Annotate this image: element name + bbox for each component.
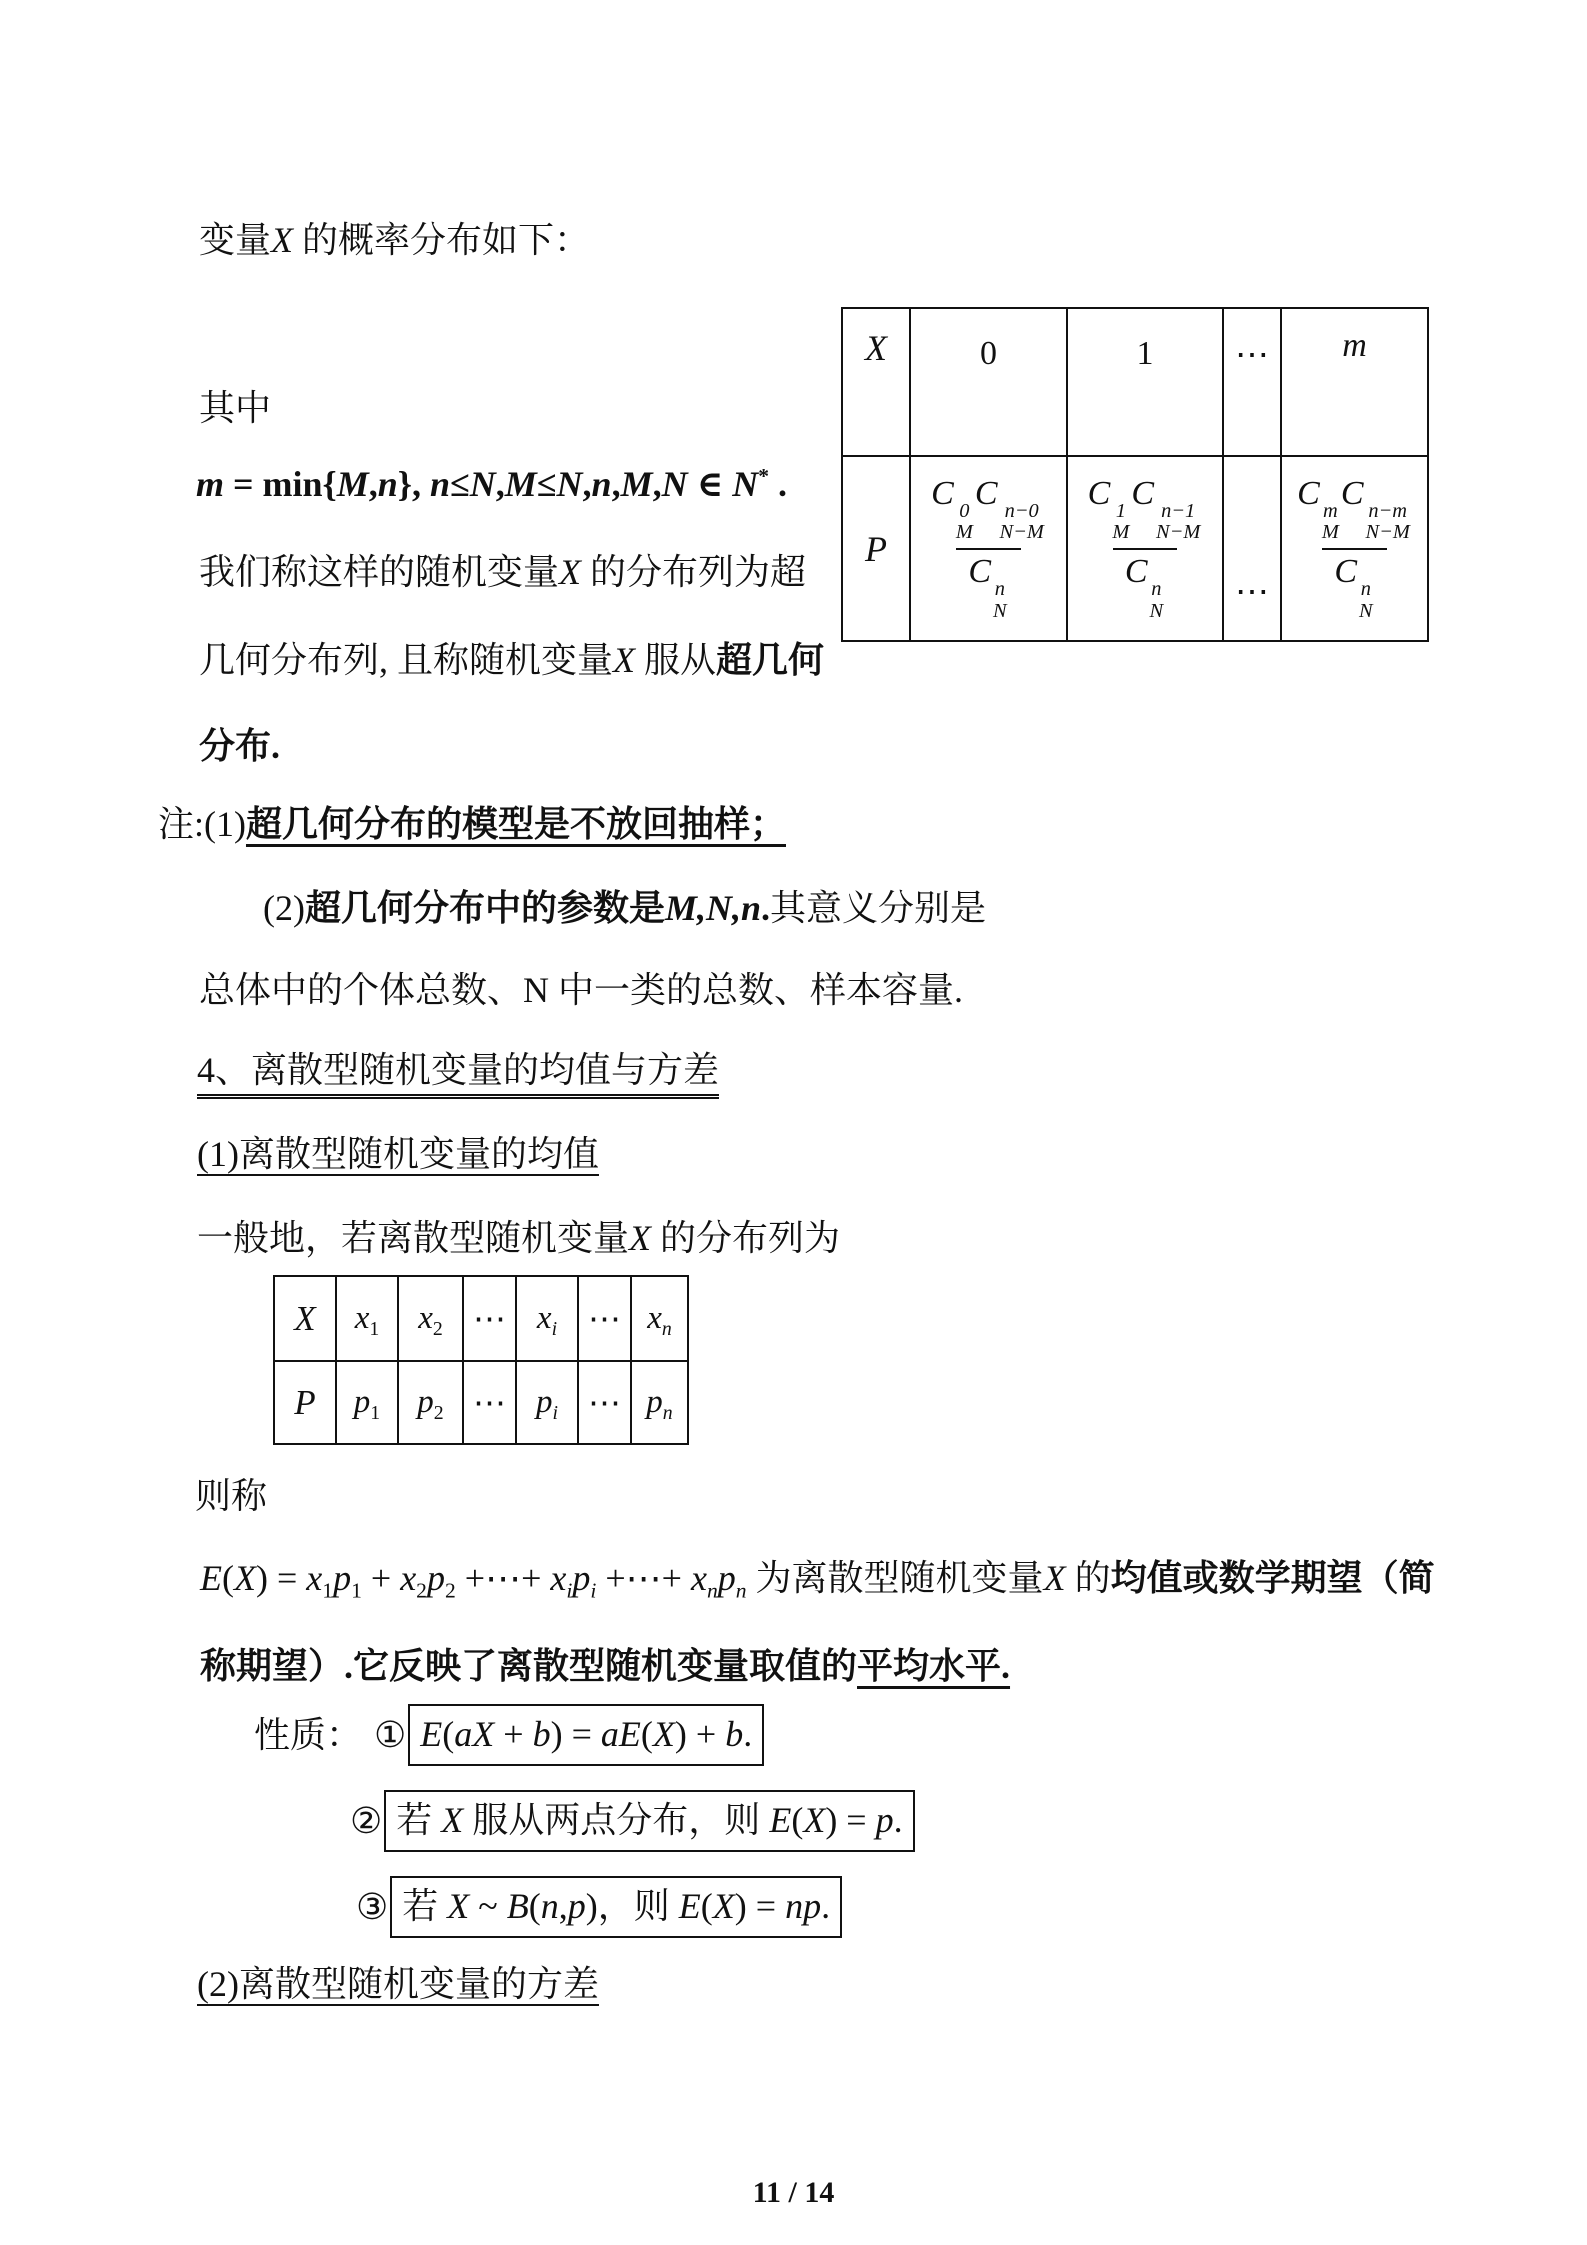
generic-distribution-table (273, 1275, 689, 1445)
subsection-2-heading: (2)离散型随机变量的方差 (197, 1964, 599, 2004)
note-2: (2)超几何分布中的参数是M,N,n.其意义分别是 (263, 888, 987, 928)
paragraph-1b: 几何分布列, 且称随机变量X 服从超几何 (199, 640, 825, 680)
hypergeometric-distribution-table (841, 307, 1429, 642)
property-3-box: 若 X ~ B(n,p)，则 E(X) = np. (390, 1876, 842, 1938)
cell-xi: $x_i$ (516, 1276, 578, 1361)
circled-number-3: ③ (356, 1887, 389, 1927)
cell-pdots2: ⋯ (578, 1361, 631, 1444)
fraction-numerator: C 0 M C n−0 N−M (931, 475, 1044, 544)
cell-x-label: X (274, 1276, 336, 1361)
property-line-2 (350, 1790, 915, 1852)
paragraph-zecheng: 则称 (195, 1476, 268, 1516)
property-2-box: 若 X 服从两点分布，则 E(X) = p. (384, 1790, 914, 1852)
fraction-denominator: C n N (1113, 548, 1177, 620)
formula-m-min: m = min{M,n}, n≤N,M≤N,n,M,N ∈ N* . (196, 464, 788, 504)
cell-p1: $p_1$ (336, 1361, 398, 1444)
fraction-denominator: C n N (1322, 548, 1386, 620)
cell-x2: $x_2$ (398, 1276, 463, 1361)
property-line-1 (254, 1704, 764, 1766)
cell-p-frac-1 (1067, 456, 1223, 641)
circled-number-1: ① (374, 1715, 407, 1755)
cell-xn: $x_n$ (631, 1276, 688, 1361)
cell-x-label: X (842, 308, 910, 456)
cell-p-frac-m (1281, 456, 1428, 641)
circled-number-2: ② (350, 1801, 383, 1841)
paragraph-1c: 分布. (199, 726, 281, 766)
paragraph-2: 一般地，若离散型随机变量X 的分布列为 (197, 1218, 841, 1258)
note-1: 注:(1)超几何分布的模型是不放回抽样； (158, 804, 786, 844)
cell-p-label: P (274, 1361, 336, 1444)
cell-p2: $p_2$ (398, 1361, 463, 1444)
cell-pi: $p_i$ (516, 1361, 578, 1444)
expectation-line-2: 称期望）.它反映了离散型随机变量取值的平均水平. (200, 1646, 1011, 1686)
cell-pn: $p_n$ (631, 1361, 688, 1444)
cell-x-1: 1 (1067, 308, 1223, 456)
cell-xdots1: ⋯ (463, 1276, 516, 1361)
paragraph-intro: 变量X 的概率分布如下： (199, 220, 591, 260)
paragraph-qizhong: 其中 (199, 388, 272, 428)
page-number: 11 / 14 (752, 2176, 835, 2209)
cell-x-dots: ⋯ (1223, 308, 1281, 456)
table-row-p (274, 1361, 688, 1444)
cell-p-frac-0 (910, 456, 1067, 641)
cell-x-m: m (1281, 308, 1428, 456)
fraction-denominator: C n N (956, 548, 1020, 620)
fraction-numerator: C m M C n−m N−M (1297, 475, 1410, 544)
cell-x-0: 0 (910, 308, 1067, 456)
subsection-1-heading: (1)离散型随机变量的均值 (197, 1134, 599, 1174)
property-line-3 (356, 1876, 842, 1938)
table-row-x (842, 308, 1428, 456)
cell-xdots2: ⋯ (578, 1276, 631, 1361)
fraction-numerator: C 1 M C n−1 N−M (1087, 475, 1201, 544)
cell-p-label: P (842, 456, 910, 641)
property-1-box: E(aX + b) = aE(X) + b. (408, 1704, 764, 1766)
paragraph-1a: 我们称这样的随机变量X 的分布列为超 (199, 552, 807, 592)
properties-label: 性质： (254, 1715, 363, 1755)
cell-pdots1: ⋯ (463, 1361, 516, 1444)
cell-p-dots: ⋯ (1223, 456, 1281, 641)
note-2b: 总体中的个体总数、N 中一类的总数、样本容量. (199, 970, 963, 1010)
table-row-x (274, 1276, 688, 1361)
section-4-heading: 4、离散型随机变量的均值与方差 (197, 1046, 719, 1094)
expectation-formula-line: $E(X) = x_1p_1 + x_2p_2$ +⋯+ $x_ip_i$ +⋯+ $x_np_n$ 为离散型随机变量X 的均值或数学期望（简 (200, 1558, 1435, 1603)
cell-x1: $x_1$ (336, 1276, 398, 1361)
table-row-p (842, 456, 1428, 641)
